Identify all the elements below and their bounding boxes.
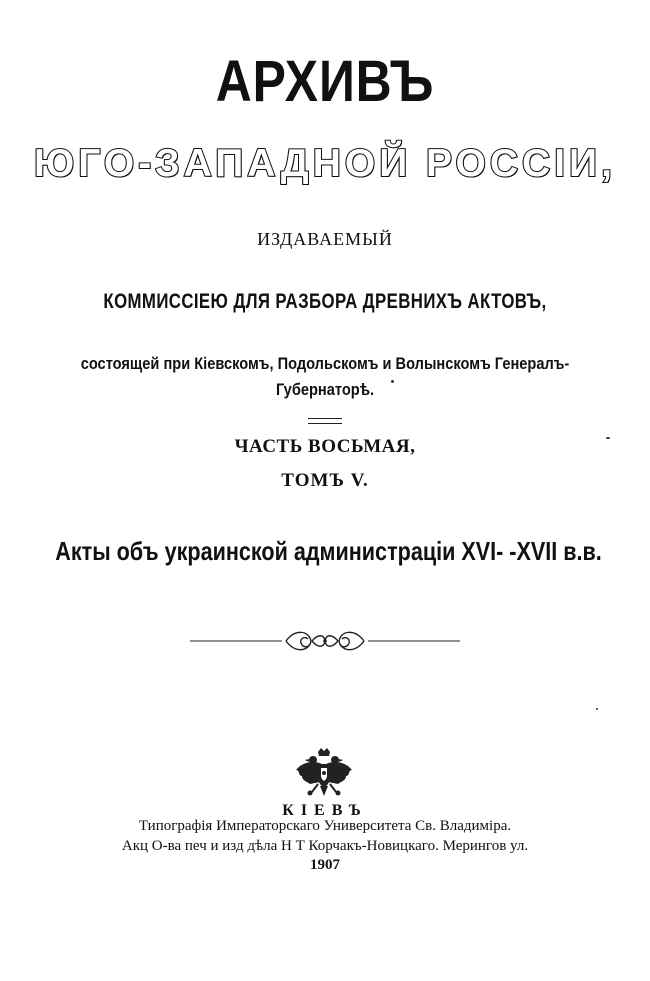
double-rule-divider — [308, 418, 342, 424]
print-speck — [391, 380, 394, 383]
double-headed-eagle-emblem-icon — [292, 748, 356, 800]
volume-subject-title: Акты объ украинской администраціи XVI- -XVII в.в. — [55, 536, 602, 566]
ornament-divider-icon — [190, 626, 460, 656]
commission-name: КОММИССІЕЮ ДЛЯ РАЗБОРА ДРЕВНИХЪ АКТОВЪ, — [103, 290, 547, 313]
print-speck — [596, 708, 598, 710]
commission-composition-line1: состоящей при Кіевскомъ, Подольскомъ и Волынскомъ Генералъ- — [80, 354, 570, 373]
volume-number: ТОМЪ V. — [281, 470, 369, 491]
print-speck — [606, 437, 610, 439]
imprint-city: КІЕВЪ — [282, 802, 368, 819]
commission-composition-line2: Губернаторѣ. — [275, 380, 375, 399]
part-number: ЧАСТЬ ВОСЬМАЯ, — [234, 436, 416, 457]
imprint-press-line1: Типографія Императорскаго Университета Св. Владиміра. — [138, 818, 512, 834]
archive-subtitle: ЮГО-ЗАПАДНОЙ РОССІИ, — [34, 142, 616, 185]
imprint-year: 1907 — [310, 857, 340, 873]
publisher-label: ИЗДАВАЕМЫЙ — [257, 229, 393, 249]
archive-title: АРХИВЪ — [215, 49, 435, 114]
imprint-press-line2: Акц О-ва печ и изд дѣла Н Т Корчакъ-Новицкаго. Мерингов ул. — [121, 838, 529, 854]
